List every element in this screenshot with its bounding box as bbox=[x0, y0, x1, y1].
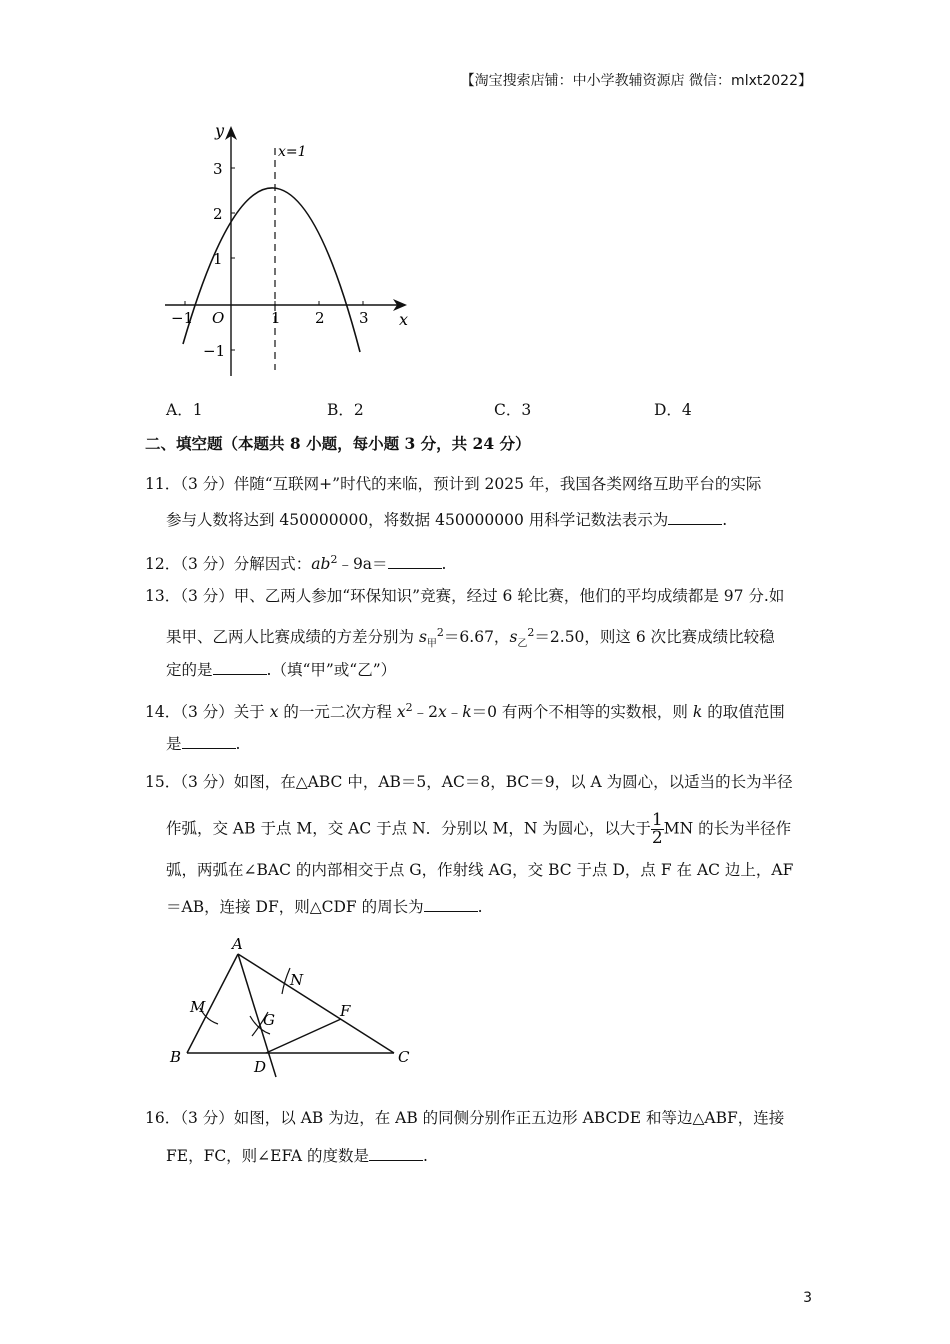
segment-ac bbox=[238, 954, 394, 1053]
answer-blank bbox=[424, 897, 478, 912]
q15-line3: 弧，两弧在∠BAC 的内部相交于点 G，作射线 AG，交 BC 于点 D，点 F 在 AC 边上，AF bbox=[166, 861, 794, 879]
q14-line2: 是 . bbox=[166, 735, 241, 753]
q11-line1: 11．（3 分）伴随“互联网+”时代的来临，预计到 2025 年，我国各类网络互助平台的实际 bbox=[145, 475, 762, 493]
parabola-curve bbox=[183, 188, 360, 352]
q15-line2: 作弧，交 AB 于点 M，交 AC 于点 N．分别以 M，N 为圆心，以大于 $\frac{1}{2}$ MN 的长为半径作 bbox=[166, 810, 792, 848]
answer-blank bbox=[668, 510, 722, 525]
q15-line1: 15．（3 分）如图，在△ABC 中，AB＝5，AC＝8，BC＝9，以 A 为圆心，以适当的长为半径 bbox=[145, 773, 793, 791]
x-tick-label: 1 bbox=[271, 309, 281, 327]
answer-blank bbox=[369, 1146, 423, 1161]
triangle-figure bbox=[160, 932, 420, 1082]
parabola-graph bbox=[155, 118, 425, 380]
option-a: A．1 bbox=[166, 401, 203, 419]
option-b: B．2 bbox=[327, 401, 364, 419]
answer-blank bbox=[182, 734, 236, 749]
q13-line3: 定的是 .（填“甲”或“乙”） bbox=[166, 661, 397, 679]
point-label-c: C bbox=[398, 1048, 410, 1066]
q11-line2: 参与人数将达到 450000000，将数据 450000000 用科学记数法表示为 . bbox=[166, 511, 728, 529]
q16-line2: FE，FC，则∠EFA 的度数是 . bbox=[166, 1147, 428, 1165]
page-number: 3 bbox=[803, 1290, 812, 1306]
point-label-d: D bbox=[254, 1058, 267, 1076]
page-header: 【淘宝搜索店铺：中小学教辅资源店 微信：mlxt2022】 bbox=[460, 73, 812, 89]
x-tick-label: 3 bbox=[359, 309, 369, 327]
section-title: 二、填空题（本题共 8 小题，每小题 3 分，共 24 分） bbox=[145, 434, 531, 453]
q14-line1: 14．（3 分）关于 x 的一元二次方程 $x^2﹣2x﹣k=0$ 有两个不相等的实数根，则 k 的取值范围 bbox=[145, 701, 785, 722]
arc-n bbox=[282, 968, 290, 994]
q16-line1: 16．（3 分）如图，以 AB 为边，在 AB 的同侧分别作正五边形 ABCDE 和等边△ABF，连接 bbox=[145, 1109, 785, 1127]
point-label-b: B bbox=[170, 1048, 182, 1066]
y-tick-label: −1 bbox=[203, 342, 226, 360]
q15-line4: ＝AB，连接 DF，则△CDF 的周长为 . bbox=[166, 898, 483, 916]
y-axis-label: y bbox=[215, 121, 225, 140]
option-c: C．3 bbox=[494, 401, 532, 419]
point-label-n: N bbox=[290, 971, 304, 989]
fraction: $\frac{1}{2}$ bbox=[651, 810, 663, 848]
origin-label: O bbox=[212, 309, 225, 327]
point-label-m: M bbox=[190, 998, 206, 1016]
y-tick-label: 3 bbox=[213, 160, 223, 178]
x-tick-label: 2 bbox=[315, 309, 325, 327]
y-tick-label: 1 bbox=[213, 250, 223, 268]
point-label-g: G bbox=[263, 1011, 275, 1029]
q12-line: 12．（3 分）分解因式：$ab^2﹣9a=$ . bbox=[145, 553, 447, 574]
segment-df bbox=[266, 1019, 341, 1053]
answer-blank bbox=[388, 554, 442, 569]
q13-line2: 果甲、乙两人比赛成绩的方差分别为 $s_甲^2=6.67$，$s_乙^2=2.50$，则这 6 次比赛成绩比较稳 bbox=[166, 626, 775, 650]
x-tick-label: −1 bbox=[171, 309, 194, 327]
x-axis-label: x bbox=[399, 310, 409, 329]
point-label-f: F bbox=[340, 1002, 351, 1020]
y-tick-label: 2 bbox=[213, 205, 223, 223]
q13-line1: 13．（3 分）甲、乙两人参加“环保知识”竞赛，经过 6 轮比赛，他们的平均成绩都是 97 分.如 bbox=[145, 587, 785, 605]
line-label: x=1 bbox=[278, 144, 307, 160]
point-label-a: A bbox=[232, 935, 243, 953]
answer-blank bbox=[213, 660, 267, 675]
option-d: D．4 bbox=[654, 401, 692, 419]
